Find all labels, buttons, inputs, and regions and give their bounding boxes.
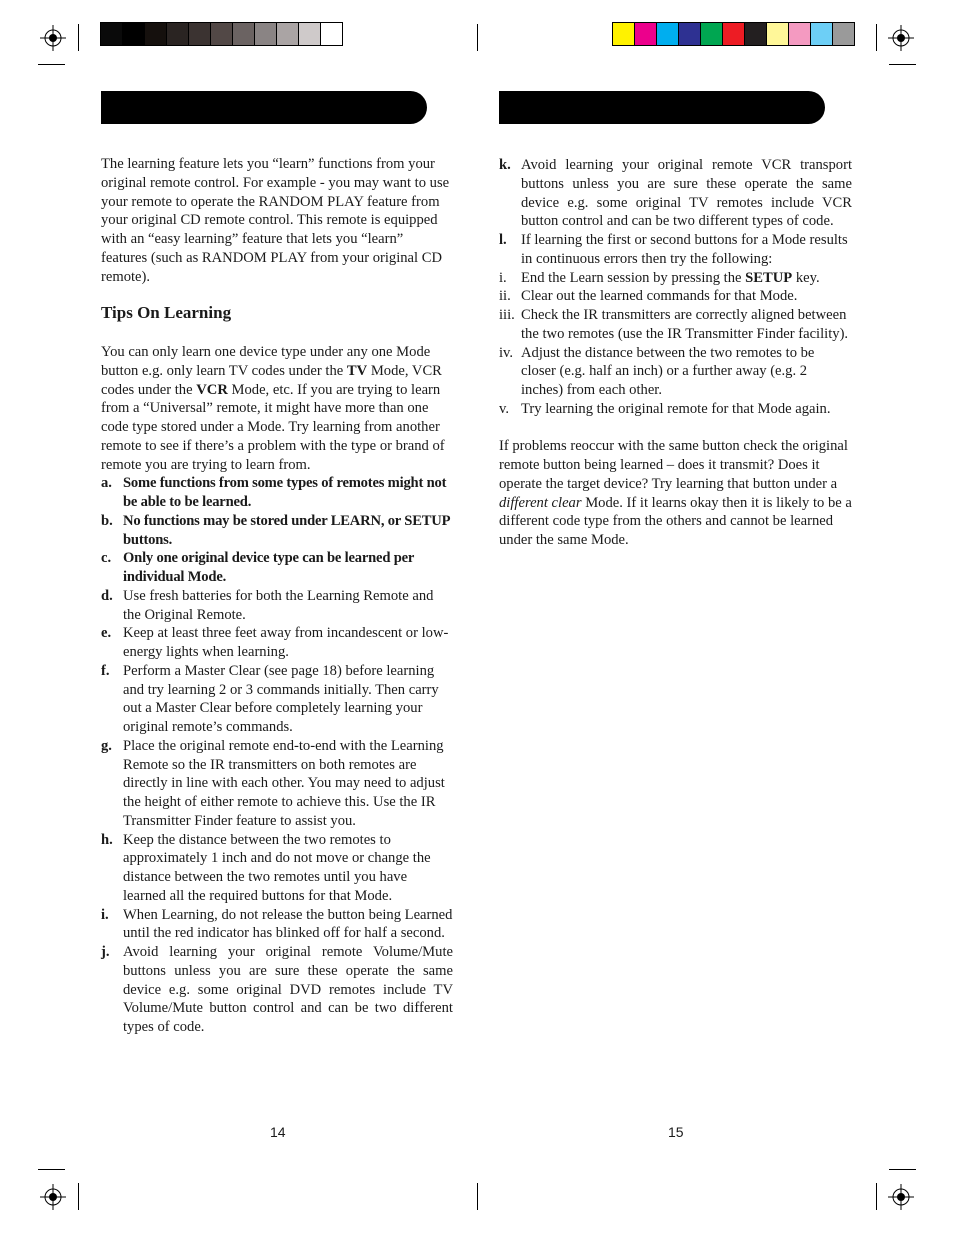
crop-mark <box>876 24 877 51</box>
sub-list-item: v. Try learning the original remote for that Mode again. <box>499 400 831 417</box>
color-swatch <box>833 23 854 45</box>
color-swatch <box>189 23 211 45</box>
tips-heading: Tips On Learning <box>101 303 232 323</box>
list-item: e. Keep at least three feet away from incandescent or low-energy lights when learning. <box>101 625 449 660</box>
registration-target-icon <box>888 1184 914 1210</box>
crop-mark <box>78 24 79 51</box>
list-item: c. Only one original device type can be learned per individual Mode. <box>101 550 414 585</box>
process-color-bar <box>612 22 855 46</box>
page-number-left: 14 <box>270 1124 286 1140</box>
color-swatch <box>123 23 145 45</box>
crop-mark <box>889 64 916 65</box>
crop-mark <box>876 1183 877 1210</box>
registration-target-icon <box>888 25 914 51</box>
color-swatch <box>657 23 679 45</box>
color-swatch <box>233 23 255 45</box>
color-swatch <box>635 23 657 45</box>
intro-paragraph: The learning feature lets you “learn” functions from your original remote control. For example - you may want to use your remote to operate the RANDOM PLAY feature from your original CD remote control. This remote is equipped with an “easy learning” feature that lets you “learn” features (such as RANDOM PLAY from your original CD remote). <box>101 156 450 285</box>
sub-list-item: ii. Clear out the learned commands for that Mode. <box>499 288 798 305</box>
color-swatch <box>321 23 342 45</box>
device-type-paragraph: You can only learn one device type under any one Mode button e.g. only learn TV codes under the TV Mode, VCR codes under the VCR Mode, etc. If you are trying to learn from a “Universal” remote, it might have more than one code type stored under a Mode. Try learning from another remote to see if there’s a problem with the type or brand of remote you are trying to learn from. <box>101 344 445 473</box>
registration-target-icon <box>40 1184 66 1210</box>
crop-mark <box>78 1183 79 1210</box>
color-swatch <box>701 23 723 45</box>
list-item: d. Use fresh batteries for both the Learning Remote and the Original Remote. <box>101 587 434 623</box>
color-swatch <box>679 23 701 45</box>
color-swatch <box>299 23 321 45</box>
list-item: l. If learning the first or second buttons for a Mode results in continuous errors then try the following: <box>499 232 848 267</box>
grayscale-color-bar <box>100 22 343 46</box>
list-item: j. Avoid learning your original remote Volume/Mute buttons unless you are sure these operate the same device e.g. some original DVD remotes include TV Volume/Mute button control and can be two different types of code. <box>101 944 453 1035</box>
list-item: a. Some functions from some types of remotes might not be able to be learned. <box>101 475 447 510</box>
color-swatch <box>101 23 123 45</box>
registration-target-icon <box>40 25 66 51</box>
color-swatch <box>145 23 167 45</box>
color-swatch <box>723 23 745 45</box>
right-header-bar <box>499 91 825 124</box>
color-swatch <box>613 23 635 45</box>
color-swatch <box>167 23 189 45</box>
color-swatch <box>211 23 233 45</box>
list-item: i. When Learning, do not release the button being Learned until the red indicator has blinked off for half a second. <box>101 906 453 942</box>
page-number-right: 15 <box>668 1124 684 1140</box>
crop-mark <box>477 1183 478 1210</box>
list-item: k. Avoid learning your original remote VCR transport buttons unless you are sure these operate the same device e.g. some original TV remotes include VCR button control and can be two different types of code. <box>499 157 852 230</box>
list-item: b. No functions may be stored under LEARN, or SETUP buttons. <box>101 512 450 548</box>
sub-list-item: i. End the Learn session by pressing the SETUP key. <box>499 269 820 286</box>
right-column <box>499 156 852 550</box>
crop-mark <box>38 64 65 65</box>
color-swatch <box>277 23 299 45</box>
crop-mark <box>889 1169 916 1170</box>
crop-mark <box>477 24 478 51</box>
list-item: h. Keep the distance between the two remotes to approximately 1 inch and do not move or change the distance between the two remotes until you have learned all the required buttons for that Mode. <box>101 831 431 904</box>
crop-mark <box>38 1169 65 1170</box>
left-header-bar <box>101 91 427 124</box>
list-item: g. Place the original remote end-to-end with the Learning Remote so the IR transmitters on both remotes are directly in line with each other. You may need to adjust the height of either remote to achieve this. Use the IR Transmitter Finder feature to assist you. <box>101 737 445 829</box>
sub-list-item: iv. Adjust the distance between the two remotes to be closer (e.g. half an inch) or a further away (e.g. 2 inches) from each other. <box>499 344 815 398</box>
color-swatch <box>811 23 833 45</box>
color-swatch <box>767 23 789 45</box>
color-swatch <box>255 23 277 45</box>
color-swatch <box>789 23 811 45</box>
left-column <box>101 155 453 1037</box>
list-item: f. Perform a Master Clear (see page 18) before learning and try learning 2 or 3 commands initially. Then carry out a Master Clear before completely learning your original remote’s commands. <box>101 662 439 735</box>
color-swatch <box>745 23 767 45</box>
closing-paragraph: If problems reoccur with the same button check the original remote button being learned – does it transmit? Does it operate the target device? Try learning that button under a different clear Mode. If it learns okay then it is likely to be a different code type from the others and cannot be learned under the same Mode. <box>499 438 852 548</box>
sub-list-item: iii. Check the IR transmitters are correctly aligned between the two remotes (use the IR Transmitter Finder facility). <box>499 307 849 342</box>
